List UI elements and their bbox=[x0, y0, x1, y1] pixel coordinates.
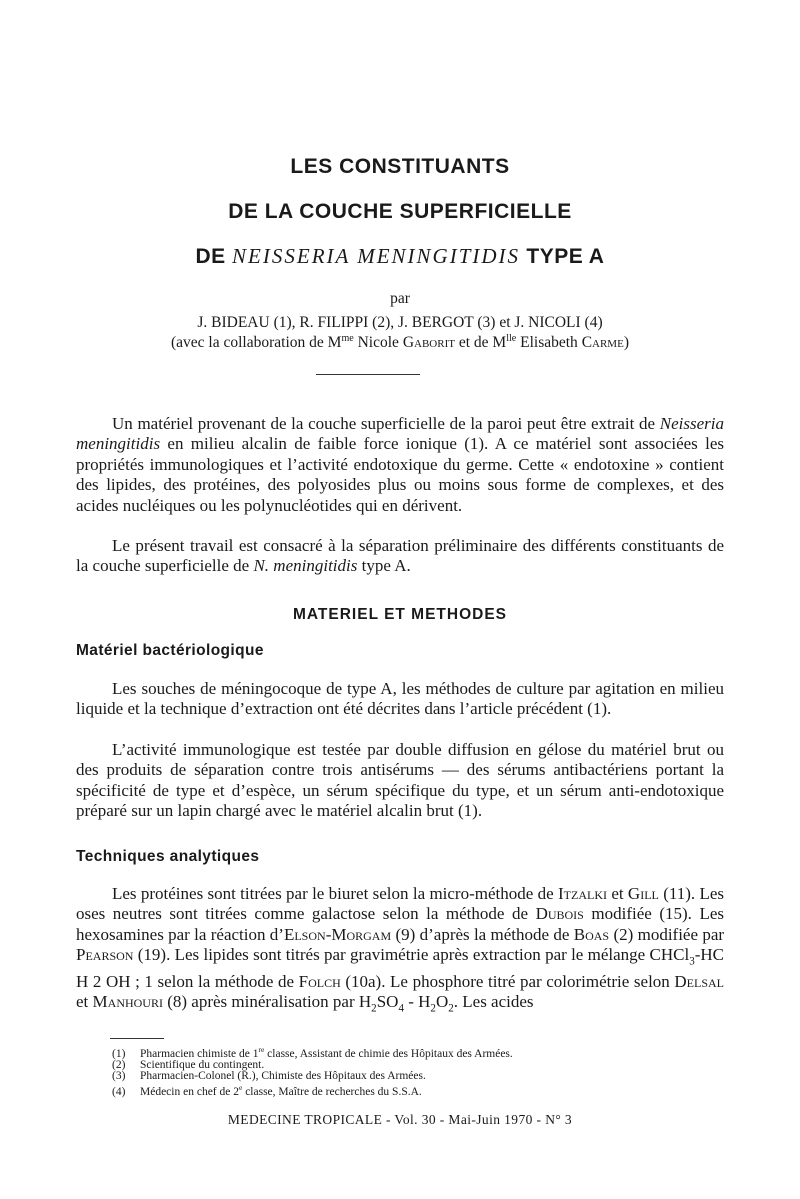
materiel-paragraph-2: L’activité immunologique est testée par double diffusion en gélose du matériel brut ou des produits de séparation contre trois antisérums — des sérums antibactériens portant la spécificité de type et d’espèce, un sérum spécifique du type, et un sérum anti-endotoxique préparé sur un lapin chargé avec le matériel alcalin brut (1). bbox=[76, 740, 724, 821]
footnote: (2) Scientifique du contingent. bbox=[112, 1058, 265, 1071]
subheading-techniques: Techniques analytiques bbox=[76, 848, 260, 865]
journal-footer: MEDECINE TROPICALE - Vol. 30 - Mai-Juin 1970 - N° 3 bbox=[227, 1112, 573, 1127]
title-divider bbox=[316, 374, 420, 375]
byline-authors: J. BIDEAU (1), R. FILIPPI (2), J. BERGOT (3) et J. NICOLI (4) bbox=[197, 314, 603, 331]
materiel-paragraph-1: Les souches de méningocoque de type A, les méthodes de culture par agitation en milieu liquide et la technique d’extraction ont été décrites dans l’article précédent (1). bbox=[76, 679, 724, 719]
title-line-3-suffix: TYPE A bbox=[526, 245, 605, 268]
footnote: (3) Pharmacien-Colonel (R.), Chimiste des Hôpitaux des Armées. bbox=[112, 1069, 426, 1082]
title-line-3-prefix: DE bbox=[195, 245, 226, 268]
footnotes bbox=[112, 1044, 513, 1098]
section-heading: MATERIEL ET METHODES bbox=[292, 606, 508, 623]
title-line-3 bbox=[0, 244, 800, 269]
byline-collaboration: (avec la collaboration de $M^{me}$ Nicole Gaborit et de $M^{lle}$ Elisabeth Carme) bbox=[171, 333, 629, 352]
byline-par: par bbox=[390, 290, 410, 307]
footnote: (1) Pharmacien chimiste de 1re classe, Assistant de chimie des Hôpitaux des Armées. bbox=[112, 1045, 513, 1060]
title-line-1: LES CONSTITUANTS bbox=[290, 155, 510, 178]
intro-paragraph-2: Le présent travail est consacré à la séparation préliminaire des différents constituants de la couche superficielle de N. meningitidis type A. bbox=[76, 536, 724, 576]
techniques-paragraph: Les protéines sont titrées par le biuret selon la micro-méthode de Itzalki et Gill (11). Les oses neutres sont titrées comme galactose selon la méthode de Dubois modifiée (15). Les hexosamines par la réaction d’Elson-Morgam (9) d’après la méthode de Boas (2) modifiée par Pearson (19). Les lipides sont titrés par gravimétrie après extraction par le mélange CHCl$_3$-HC H 2 OH ; 1 selon la méthode de Folch (10a). Le phosphore titré par colorimétrie selon Delsal et Manhouri (8) après minéralisation par $H_2SO_4 - H_2O_2$. Les acides bbox=[76, 884, 725, 1015]
subheading-materiel: Matériel bactériologique bbox=[76, 642, 264, 659]
footnote: (4) Médecin en chef de 2e classe, Maître de recherches du S.S.A. bbox=[112, 1082, 422, 1098]
title-line-2: DE LA COUCHE SUPERFICIELLE bbox=[228, 200, 572, 223]
footnote-divider bbox=[110, 1038, 164, 1039]
title-species: NEISSERIA MENINGITIDIS bbox=[232, 244, 521, 268]
intro-paragraph-1: Un matériel provenant de la couche superficielle de la paroi peut être extrait de Neisseria meningitidis en milieu alcalin de faible force ionique (1). A ce matériel sont associées les propriétés immunologiques et l’activité endotoxique du germe. Cette « endotoxine » contient des lipides, des protéines, des polyosides plus ou moins sous forme de complexes, et des acides nucléiques ou les polynucléotides qui en dérivent. bbox=[76, 414, 724, 515]
